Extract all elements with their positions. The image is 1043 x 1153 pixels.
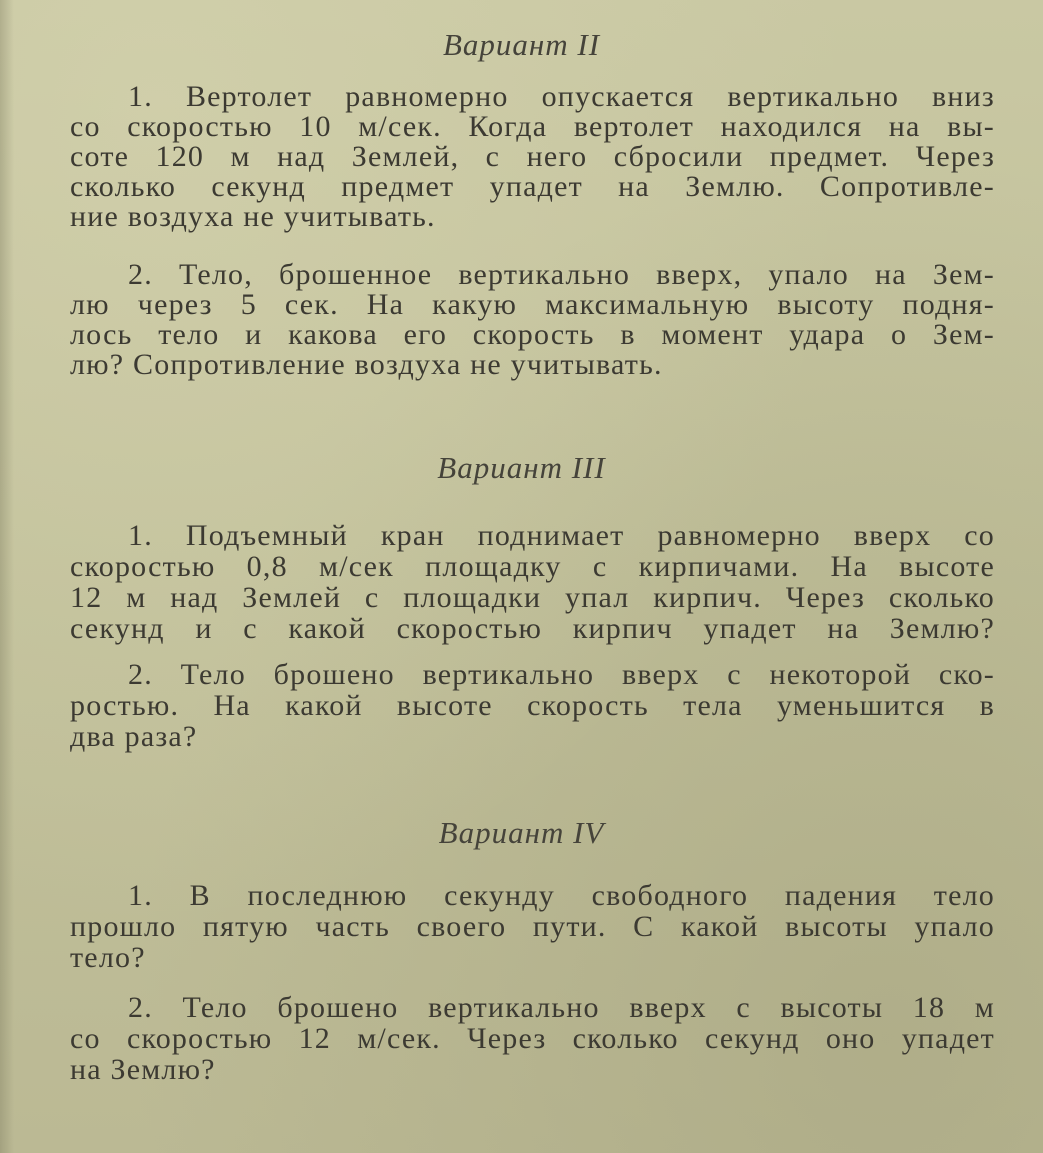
problem-line: со скоростью 12 м/сек. Через сколько секунд оно упадет <box>70 1022 995 1055</box>
problem-line: секунд и с какой скоростью кирпич упадет на Землю? <box>70 612 995 645</box>
variant-3-problem-2 <box>70 659 995 752</box>
problem-line: лю? Сопротивление воздуха не учитывать. <box>70 348 663 381</box>
problem-line: со скоростью 10 м/сек. Когда вертолет находился на вы- <box>70 110 995 143</box>
problem-line: сколько секунд предмет упадет на Землю. Сопротивле- <box>70 170 995 203</box>
problem-line: на Землю? <box>70 1053 216 1086</box>
variant-4-problem-2 <box>70 992 995 1085</box>
page-edge-shadow <box>0 0 14 1153</box>
variant-3-problem-1 <box>70 520 995 644</box>
problem-line: 2. Тело брошено вертикально вверх с высоты 18 м <box>128 991 995 1024</box>
problem-line: ние воздуха не учитывать. <box>70 200 436 233</box>
problem-line: прошло пятую часть своего пути. С какой высоты упало <box>70 910 995 943</box>
problem-line: соте 120 м над Землей, с него сбросили предмет. Через <box>70 140 995 173</box>
problem-line: 1. В последнюю секунду свободного падения тело <box>128 879 995 912</box>
problem-line: лю через 5 сек. На какую максимальную высоту подня- <box>70 288 995 321</box>
variant-2-heading: Вариант II <box>442 27 601 62</box>
problem-line: тело? <box>70 941 146 974</box>
problem-line: лось тело и какова его скорость в момент удара о Зем- <box>70 318 995 351</box>
variant-2-problem-1 <box>70 82 995 232</box>
variant-4-problem-1 <box>70 880 995 973</box>
problem-line: 12 м над Землей с площадки упал кирпич. Через сколько <box>70 581 995 614</box>
problem-line: два раза? <box>70 720 198 753</box>
problem-line: ростью. На какой высоте скорость тела уменьшится в <box>70 689 995 722</box>
variant-2-problem-2 <box>70 260 995 380</box>
problem-line: 2. Тело, брошенное вертикально вверх, упало на Зем- <box>128 258 995 291</box>
problem-line: скоростью 0,8 м/сек площадку с кирпичами. На высоте <box>70 550 995 583</box>
variant-4-heading: Вариант IV <box>438 815 605 850</box>
problem-line: 2. Тело брошено вертикально вверх с некоторой ско- <box>128 658 995 691</box>
problem-line: 1. Вертолет равномерно опускается вертикально вниз <box>128 80 995 113</box>
variant-3-heading: Вариант III <box>437 450 606 485</box>
problem-line: 1. Подъемный кран поднимает равномерно вверх со <box>128 519 995 552</box>
